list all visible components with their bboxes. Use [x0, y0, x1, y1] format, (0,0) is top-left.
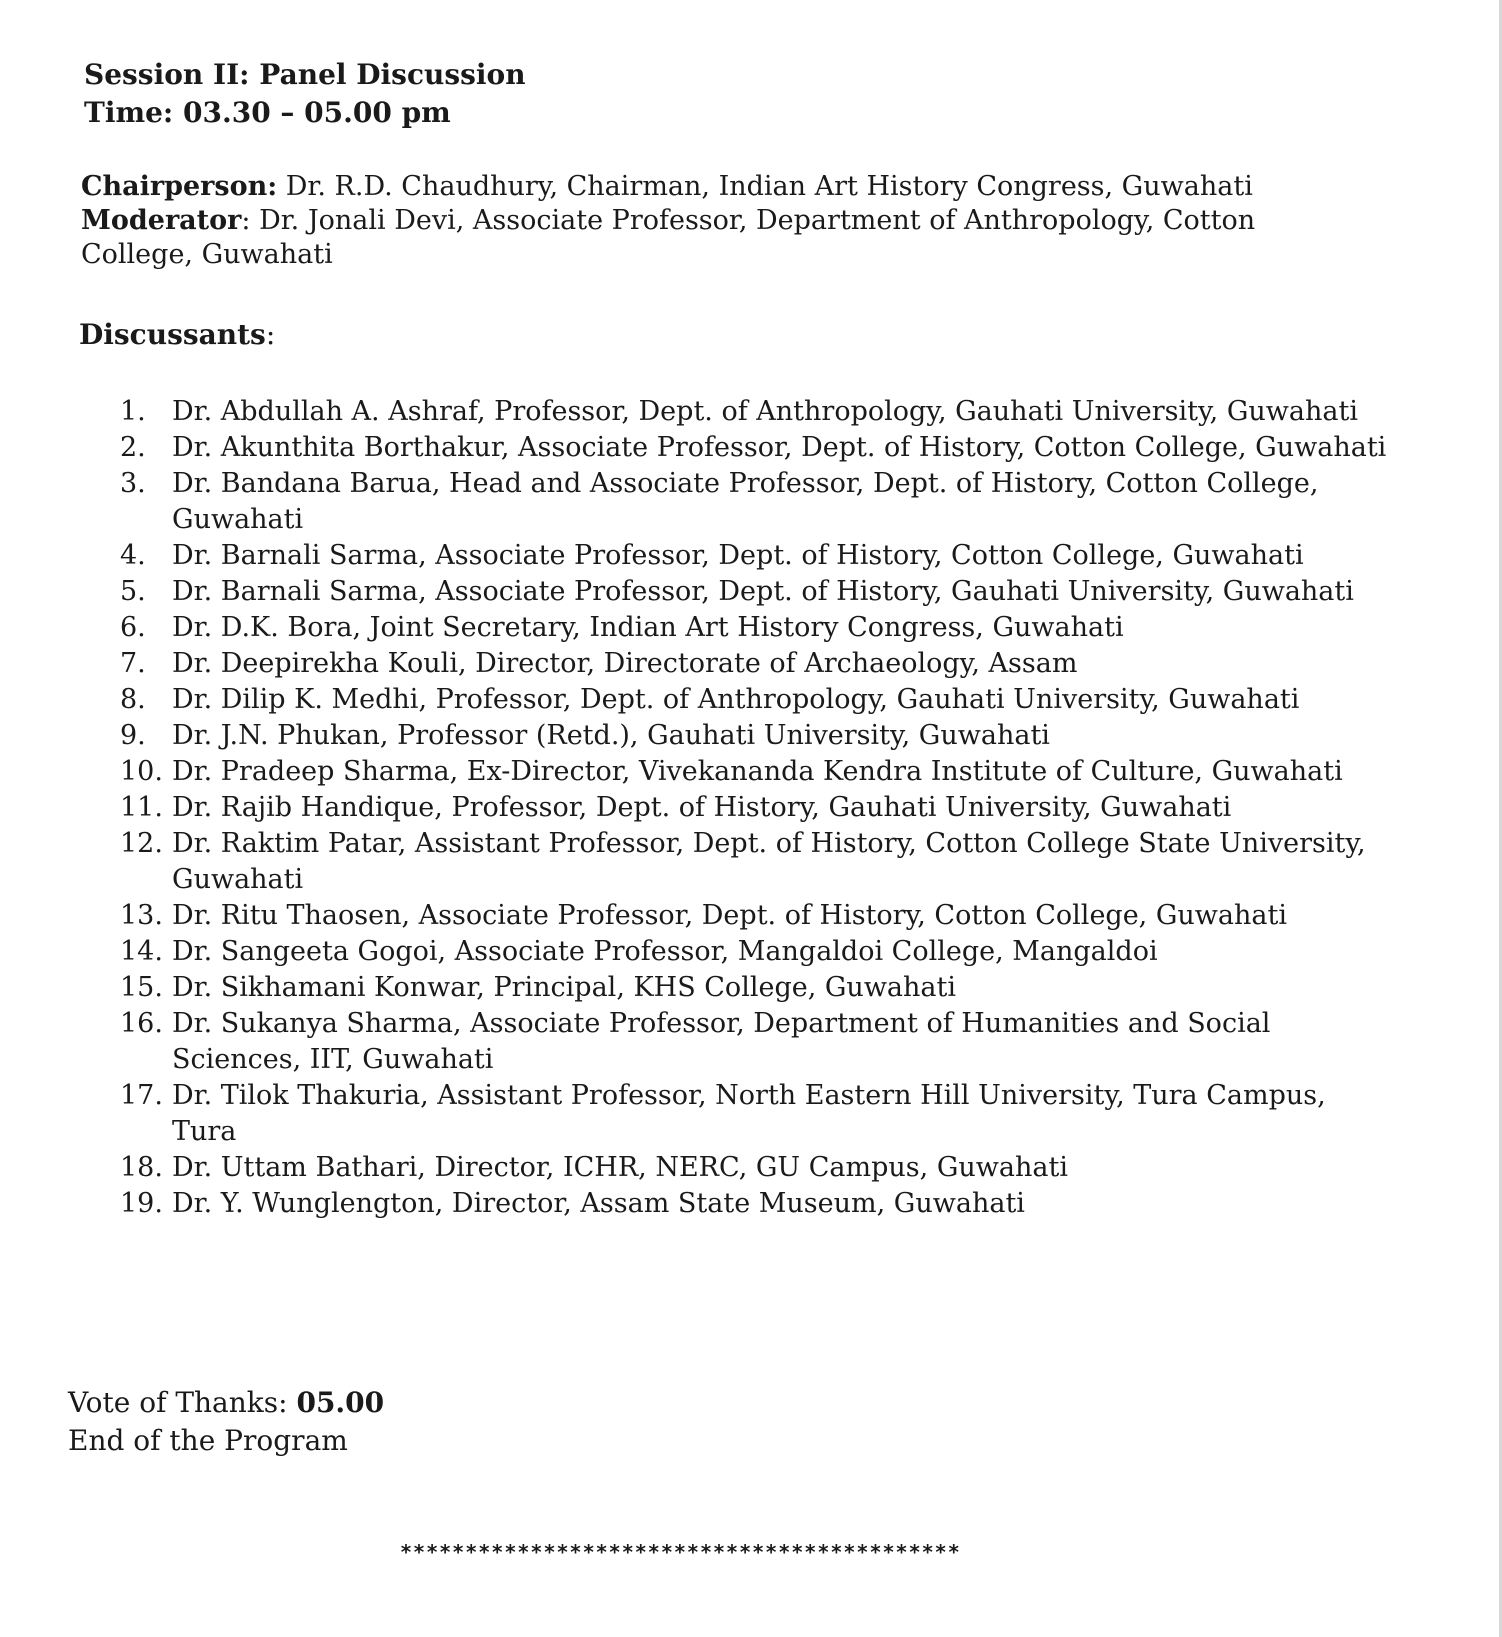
list-item-text: Dr. Deepirekha Kouli, Director, Directorate of Archaeology, Assam [172, 648, 1078, 679]
list-item-number: 12. [120, 828, 163, 859]
discussants-list [120, 394, 1390, 1222]
list-item [120, 754, 1390, 790]
list-item [120, 1006, 1390, 1078]
chairperson-text: Dr. R.D. Chaudhury, Chairman, Indian Art History Congress, Guwahati [285, 171, 1253, 202]
list-item-number: 16. [120, 1008, 163, 1039]
list-item-text: Dr. Akunthita Borthakur, Associate Professor, Dept. of History, Cotton College, Guwahati [172, 432, 1387, 463]
session-header [84, 56, 526, 132]
list-item [120, 1078, 1390, 1150]
list-item-text: Dr. Dilip K. Medhi, Professor, Dept. of Anthropology, Gauhati University, Guwahati [172, 684, 1300, 715]
vote-of-thanks-time: 05.00 [296, 1386, 385, 1419]
list-item-text: Dr. Bandana Barua, Head and Associate Professor, Dept. of History, Cotton College, Guwahati [172, 468, 1319, 535]
list-item [120, 826, 1390, 898]
asterisk-divider: ******************************************* [400, 1540, 961, 1564]
list-item [120, 790, 1390, 826]
list-item-number: 9. [120, 720, 146, 751]
moderator-text: : Dr. Jonali Devi, Associate Professor, Department of Anthropology, Cotton College, Guwahati [81, 205, 1256, 270]
list-item [120, 466, 1390, 538]
list-item-number: 13. [120, 900, 163, 931]
list-item-number: 4. [120, 540, 146, 571]
moderator-label: Moderator [81, 205, 242, 236]
list-item-text: Dr. Y. Wunglengton, Director, Assam State Museum, Guwahati [172, 1188, 1025, 1219]
list-item [120, 718, 1390, 754]
list-item-text: Dr. Tilok Thakuria, Assistant Professor, North Eastern Hill University, Tura Campus, Tura [172, 1080, 1326, 1147]
end-of-program: End of the Program [68, 1424, 348, 1457]
list-item-number: 5. [120, 576, 146, 607]
list-item-number: 18. [120, 1152, 163, 1183]
list-item-text: Dr. Pradeep Sharma, Ex-Director, Vivekananda Kendra Institute of Culture, Guwahati [172, 756, 1343, 787]
list-item-number: 3. [120, 468, 146, 499]
list-item [120, 538, 1390, 574]
list-item [120, 430, 1390, 466]
chairperson-line [81, 170, 1281, 204]
list-item [120, 682, 1390, 718]
list-item-text: Dr. Ritu Thaosen, Associate Professor, Dept. of History, Cotton College, Guwahati [172, 900, 1287, 931]
chairperson-label: Chairperson: [81, 171, 278, 202]
list-item-text: Dr. Uttam Bathari, Director, ICHR, NERC, GU Campus, Guwahati [172, 1152, 1068, 1183]
vote-of-thanks-label: Vote of Thanks: [68, 1386, 297, 1419]
session-time: Time: 03.30 – 05.00 pm [84, 96, 451, 129]
list-item-text: Dr. D.K. Bora, Joint Secretary, Indian Art History Congress, Guwahati [172, 612, 1124, 643]
list-item-text: Dr. Barnali Sarma, Associate Professor, Dept. of History, Cotton College, Guwahati [172, 540, 1304, 571]
list-item-text: Dr. Barnali Sarma, Associate Professor, Dept. of History, Gauhati University, Guwahati [172, 576, 1354, 607]
list-item [120, 1150, 1390, 1186]
list-item-number: 15. [120, 972, 163, 1003]
list-item-number: 14. [120, 936, 163, 967]
list-item [120, 970, 1390, 1006]
discussants-heading [79, 318, 275, 351]
roles-block [81, 170, 1281, 272]
list-item [120, 610, 1390, 646]
list-item-number: 11. [120, 792, 163, 823]
list-item-number: 1. [120, 396, 146, 427]
list-item [120, 934, 1390, 970]
list-item-number: 8. [120, 684, 146, 715]
moderator-line [81, 204, 1281, 272]
list-item-text: Dr. Sangeeta Gogoi, Associate Professor, Mangaldoi College, Mangaldoi [172, 936, 1158, 967]
list-item-number: 7. [120, 648, 146, 679]
closing-block [68, 1384, 384, 1460]
list-item [120, 646, 1390, 682]
list-item [120, 394, 1390, 430]
session-title: Session II: Panel Discussion [84, 58, 526, 91]
list-item-number: 6. [120, 612, 146, 643]
list-item-number: 17. [120, 1080, 163, 1111]
discussants-heading-text: Discussants [79, 318, 266, 351]
list-item-number: 2. [120, 432, 146, 463]
list-item [120, 898, 1390, 934]
list-item-text: Dr. Sikhamani Konwar, Principal, KHS College, Guwahati [172, 972, 957, 1003]
list-item-text: Dr. Rajib Handique, Professor, Dept. of History, Gauhati University, Guwahati [172, 792, 1232, 823]
list-item-text: Dr. Abdullah A. Ashraf, Professor, Dept. of Anthropology, Gauhati University, Guwahati [172, 396, 1358, 427]
list-item [120, 574, 1390, 610]
list-item-text: Dr. Raktim Patar, Assistant Professor, Dept. of History, Cotton College State University, Guwahati [172, 828, 1366, 895]
list-item-text: Dr. J.N. Phukan, Professor (Retd.), Gauhati University, Guwahati [172, 720, 1050, 751]
list-item-number: 10. [120, 756, 163, 787]
list-item [120, 1186, 1390, 1222]
discussants-heading-colon: : [265, 318, 276, 351]
list-item-text: Dr. Sukanya Sharma, Associate Professor, Department of Humanities and Social Sciences, IIT, Guwahati [172, 1008, 1271, 1075]
vote-of-thanks-line [68, 1384, 384, 1422]
list-item-number: 19. [120, 1188, 163, 1219]
